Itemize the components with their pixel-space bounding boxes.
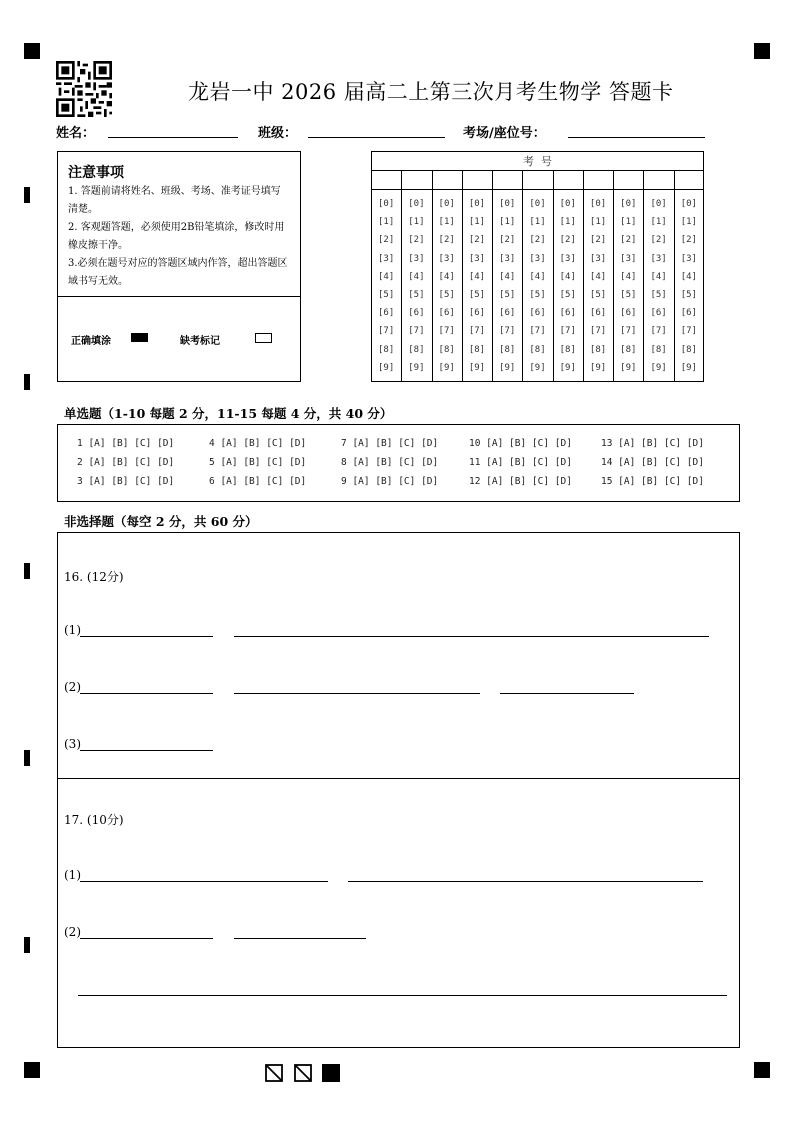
exam-digit-bubble[interactable]: [2]: [650, 235, 667, 246]
exam-digit-bubble[interactable]: [1]: [378, 217, 395, 228]
exam-digit-bubble[interactable]: [4]: [620, 271, 637, 282]
exam-digit-bubble[interactable]: [9]: [408, 362, 425, 373]
exam-digit-bubble[interactable]: [4]: [559, 271, 576, 282]
notice-divider: [57, 296, 301, 297]
exam-digit-bubble[interactable]: [5]: [650, 290, 667, 300]
exam-number-title-divider: [371, 170, 704, 171]
exam-digit-bubble[interactable]: [1]: [468, 217, 486, 228]
exam-number-write-divider: [371, 189, 704, 190]
exam-digit-bubble[interactable]: [3]: [620, 253, 637, 264]
class-field[interactable]: [308, 137, 445, 138]
q17-part2-label: (2): [64, 925, 81, 939]
q16-part1-label: (1): [64, 623, 81, 637]
notice-item: 3.必须在题号对应的答题区域内作答，超出答题区域书写无效。: [68, 258, 288, 287]
exam-digit-bubble[interactable]: [6]: [378, 308, 395, 319]
exam-digit-bubble[interactable]: [2]: [680, 235, 697, 246]
exam-digit-bubble[interactable]: [0]: [438, 199, 455, 209]
exam-digit-bubble[interactable]: [3]: [650, 253, 667, 264]
exam-digit-bubble[interactable]: [7]: [559, 326, 576, 337]
exam-digit-bubble[interactable]: [2]: [529, 235, 546, 246]
exam-digit-bubble[interactable]: [9]: [680, 362, 697, 373]
exam-digit-bubble[interactable]: [5]: [589, 290, 607, 300]
crossed-box-icon: [265, 1064, 283, 1082]
exam-digit-bubble[interactable]: [3]: [438, 253, 455, 264]
exam-digit-bubble[interactable]: [5]: [620, 290, 637, 300]
exam-digit-bubble[interactable]: [8]: [468, 344, 486, 355]
notice-title: 注意事项: [68, 165, 124, 181]
exam-digit-bubble[interactable]: [1]: [620, 217, 637, 228]
exam-digit-bubble[interactable]: [4]: [650, 271, 667, 282]
exam-digit-bubble[interactable]: [5]: [559, 290, 576, 300]
corner-mark-top-right: [754, 43, 770, 59]
notice-item: 2. 客观题答题，必须使用2B铅笔填涂，修改时用橡皮擦干净。: [68, 222, 285, 251]
exam-digit-bubble[interactable]: [6]: [680, 308, 697, 319]
exam-digit-bubble[interactable]: [5]: [438, 290, 455, 300]
exam-digit-bubble[interactable]: [8]: [620, 344, 637, 355]
exam-digit-bubble[interactable]: [2]: [620, 235, 637, 246]
exam-digit-bubble[interactable]: [5]: [468, 290, 486, 300]
answer-area-box: [57, 532, 740, 1048]
exam-digit-bubble[interactable]: [0]: [680, 199, 697, 209]
exam-digit-bubble[interactable]: [0]: [468, 199, 486, 209]
exam-digit-bubble[interactable]: [4]: [468, 271, 486, 282]
choice-question-option-row[interactable]: 5 [A] [B] [C] [D]: [209, 457, 307, 468]
q16-part3-blank[interactable]: [80, 750, 213, 751]
q17-title: 17. (10分): [64, 813, 124, 827]
exam-digit-bubble[interactable]: [8]: [499, 344, 516, 355]
crossed-box-icon: [294, 1064, 312, 1082]
exam-digit-bubble[interactable]: [8]: [378, 344, 395, 355]
qr-code-icon: [56, 61, 112, 117]
exam-digit-bubble[interactable]: [6]: [529, 308, 546, 319]
choice-question-option-row[interactable]: 7 [A] [B] [C] [D]: [341, 438, 439, 449]
timing-mark: [24, 750, 30, 766]
exam-digit-bubble[interactable]: [3]: [499, 253, 516, 264]
exam-digit-bubble[interactable]: [7]: [589, 326, 607, 337]
choice-question-option-row[interactable]: 1 [A] [B] [C] [D]: [77, 438, 175, 449]
exam-digit-bubble[interactable]: [5]: [680, 290, 697, 300]
exam-digit-bubble[interactable]: [0]: [620, 199, 637, 209]
exam-digit-bubble[interactable]: [0]: [378, 199, 395, 209]
q16-title: 16. (12分): [64, 570, 124, 584]
q17-part1-blank[interactable]: [348, 881, 703, 882]
choice-question-option-row[interactable]: 3 [A] [B] [C] [D]: [77, 476, 175, 487]
exam-digit-bubble[interactable]: [8]: [408, 344, 425, 355]
exam-digit-bubble[interactable]: [0]: [499, 199, 516, 209]
timing-mark: [24, 374, 30, 390]
choice-question-option-row[interactable]: 14 [A] [B] [C] [D]: [601, 457, 704, 468]
choice-question-option-row[interactable]: 4 [A] [B] [C] [D]: [209, 438, 307, 449]
exam-digit-bubble[interactable]: [3]: [529, 253, 546, 264]
exam-digit-bubble[interactable]: [9]: [620, 362, 637, 373]
exam-digit-bubble[interactable]: [8]: [438, 344, 455, 355]
exam-digit-bubble[interactable]: [3]: [378, 253, 395, 264]
choice-question-option-row[interactable]: 8 [A] [B] [C] [D]: [341, 457, 439, 468]
exam-digit-bubble[interactable]: [4]: [408, 271, 425, 282]
exam-digit-bubble[interactable]: [7]: [408, 326, 425, 337]
exam-digit-bubble[interactable]: [6]: [620, 308, 637, 319]
exam-digit-bubble[interactable]: [5]: [408, 290, 425, 300]
exam-digit-bubble[interactable]: [9]: [468, 362, 486, 373]
exam-digit-bubble[interactable]: [8]: [529, 344, 546, 355]
page-title: 龙岩一中 2026 届高二上第三次月考生物学 答题卡: [188, 80, 674, 104]
correct-fill-label: 正确填涂: [71, 336, 111, 347]
exam-digit-bubble[interactable]: [9]: [559, 362, 576, 373]
exam-digit-bubble[interactable]: [7]: [680, 326, 697, 337]
q16-q17-divider: [57, 778, 740, 779]
name-field[interactable]: [108, 137, 238, 138]
absent-checkbox[interactable]: [255, 333, 272, 343]
exam-digit-bubble[interactable]: [1]: [408, 217, 425, 228]
exam-digit-bubble[interactable]: [8]: [650, 344, 667, 355]
exam-digit-bubble[interactable]: [4]: [438, 271, 455, 282]
q16-part2-blank[interactable]: [500, 693, 634, 694]
choice-question-option-row[interactable]: 9 [A] [B] [C] [D]: [341, 476, 439, 487]
exam-digit-bubble[interactable]: [2]: [408, 235, 425, 246]
exam-digit-bubble[interactable]: [9]: [499, 362, 516, 373]
exam-digit-bubble[interactable]: [3]: [468, 253, 486, 264]
exam-digit-bubble[interactable]: [7]: [620, 326, 637, 337]
exam-digit-bubble[interactable]: [2]: [468, 235, 486, 246]
exam-digit-bubble[interactable]: [2]: [589, 235, 607, 246]
seat-label: 考场/座位号：: [463, 126, 546, 141]
exam-digit-bubble[interactable]: [7]: [529, 326, 546, 337]
corner-mark-top-left: [24, 43, 40, 59]
q17-part2-blank[interactable]: [234, 938, 366, 939]
name-label: 姓名：: [56, 126, 96, 141]
exam-digit-bubble[interactable]: [9]: [650, 362, 667, 373]
exam-digit-bubble[interactable]: [1]: [529, 217, 546, 228]
exam-digit-bubble[interactable]: [4]: [589, 271, 607, 282]
exam-digit-bubble[interactable]: [0]: [408, 199, 425, 209]
choice-question-option-row[interactable]: 15 [A] [B] [C] [D]: [601, 476, 704, 487]
choice-question-option-row[interactable]: 11 [A] [B] [C] [D]: [469, 457, 572, 468]
exam-digit-bubble[interactable]: [3]: [559, 253, 576, 264]
q17-part1-label: (1): [64, 868, 81, 882]
exam-digit-bubble[interactable]: [5]: [378, 290, 395, 300]
q16-part2-label: (2): [64, 680, 81, 694]
exam-digit-bubble[interactable]: [6]: [559, 308, 576, 319]
exam-digit-bubble[interactable]: [2]: [559, 235, 576, 246]
exam-digit-bubble[interactable]: [0]: [559, 199, 576, 209]
q17-part2-blank[interactable]: [80, 938, 213, 939]
exam-digit-bubble[interactable]: [9]: [589, 362, 607, 373]
q16-part2-blank[interactable]: [80, 693, 213, 694]
q16-part3-label: (3): [64, 737, 81, 751]
exam-digit-bubble[interactable]: [7]: [650, 326, 667, 337]
exam-digit-bubble[interactable]: [4]: [680, 271, 697, 282]
exam-digit-bubble[interactable]: [3]: [408, 253, 425, 264]
exam-digit-bubble[interactable]: [0]: [589, 199, 607, 209]
exam-digit-bubble[interactable]: [1]: [680, 217, 697, 228]
exam-digit-bubble[interactable]: [6]: [408, 308, 425, 319]
exam-digit-bubble[interactable]: [8]: [680, 344, 697, 355]
exam-digit-bubble[interactable]: [1]: [650, 217, 667, 228]
exam-digit-bubble[interactable]: [6]: [499, 308, 516, 319]
choice-question-option-row[interactable]: 13 [A] [B] [C] [D]: [601, 438, 704, 449]
exam-digit-bubble[interactable]: [8]: [589, 344, 607, 355]
exam-digit-bubble[interactable]: [6]: [468, 308, 486, 319]
timing-mark: [24, 937, 30, 953]
exam-digit-bubble[interactable]: [7]: [438, 326, 455, 337]
exam-digit-bubble[interactable]: [9]: [438, 362, 455, 373]
exam-digit-bubble[interactable]: [1]: [589, 217, 607, 228]
exam-digit-bubble[interactable]: [7]: [468, 326, 486, 337]
non-choice-heading: 非选择题（每空 2 分，共 60 分）: [64, 514, 258, 529]
absent-label: 缺考标记: [180, 336, 220, 347]
exam-digit-bubble[interactable]: [9]: [529, 362, 546, 373]
exam-digit-bubble[interactable]: [2]: [378, 235, 395, 246]
corner-mark-bottom-left: [24, 1062, 40, 1078]
exam-digit-bubble[interactable]: [4]: [378, 271, 395, 282]
exam-digit-bubble[interactable]: [1]: [559, 217, 576, 228]
exam-digit-bubble[interactable]: [6]: [438, 308, 455, 319]
exam-digit-bubble[interactable]: [1]: [499, 217, 516, 228]
class-label: 班级：: [258, 126, 298, 141]
exam-digit-bubble[interactable]: [1]: [438, 217, 455, 228]
exam-digit-bubble[interactable]: [4]: [529, 271, 546, 282]
exam-digit-bubble[interactable]: [2]: [438, 235, 455, 246]
exam-digit-bubble[interactable]: [9]: [378, 362, 395, 373]
corner-mark-bottom-right: [754, 1062, 770, 1078]
seat-field[interactable]: [568, 137, 705, 138]
choice-question-option-row[interactable]: 2 [A] [B] [C] [D]: [77, 457, 175, 468]
q16-part2-blank[interactable]: [234, 693, 480, 694]
exam-digit-bubble[interactable]: [6]: [650, 308, 667, 319]
exam-digit-bubble[interactable]: [0]: [529, 199, 546, 209]
exam-digit-bubble[interactable]: [3]: [589, 253, 607, 264]
exam-digit-bubble[interactable]: [7]: [378, 326, 395, 337]
single-choice-heading: 单选题（1-10 每题 2 分，11-15 每题 4 分，共 40 分）: [64, 406, 393, 421]
exam-digit-bubble[interactable]: [6]: [589, 308, 607, 319]
q17-part2-blank[interactable]: [78, 995, 727, 996]
timing-mark: [24, 563, 30, 579]
exam-digit-bubble[interactable]: [2]: [499, 235, 516, 246]
filled-box-icon: [322, 1064, 340, 1082]
exam-digit-bubble[interactable]: [5]: [499, 290, 516, 300]
exam-digit-bubble[interactable]: [7]: [499, 326, 516, 337]
correct-fill-sample: [131, 333, 148, 342]
exam-digit-bubble[interactable]: [4]: [499, 271, 516, 282]
q16-part1-blank[interactable]: [234, 636, 709, 637]
notice-item: 1. 答题前请将姓名、班级、考场、准考证号填写清楚。: [68, 186, 281, 215]
exam-digit-bubble[interactable]: [8]: [559, 344, 576, 355]
exam-digit-bubble[interactable]: [0]: [650, 199, 667, 209]
choice-question-option-row[interactable]: 6 [A] [B] [C] [D]: [209, 476, 307, 487]
q16-part1-blank[interactable]: [80, 636, 213, 637]
exam-number-title: 考 号: [523, 155, 552, 168]
exam-digit-bubble[interactable]: [5]: [529, 290, 546, 300]
choice-question-option-row[interactable]: 10 [A] [B] [C] [D]: [469, 438, 572, 449]
timing-mark: [24, 187, 30, 203]
q17-part1-blank[interactable]: [80, 881, 328, 882]
exam-digit-bubble[interactable]: [3]: [680, 253, 697, 264]
choice-question-option-row[interactable]: 12 [A] [B] [C] [D]: [469, 476, 572, 487]
